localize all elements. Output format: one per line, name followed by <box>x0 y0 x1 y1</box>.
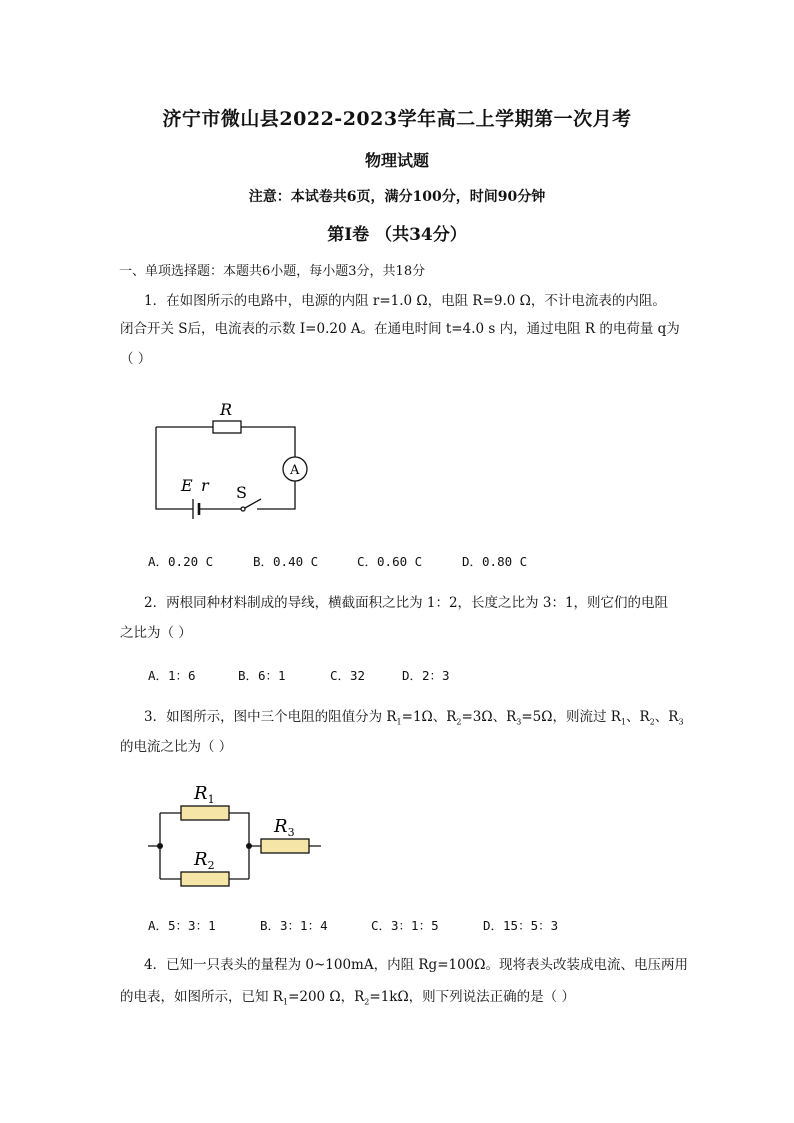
q2-option-c: C．32 <box>330 668 366 683</box>
q3-label-r2: $R_2$ <box>194 849 215 872</box>
q1-option-a: A．0.20 C <box>148 554 214 569</box>
q1-circuit-diagram <box>145 395 320 525</box>
q1-option-d: D．0.80 C <box>462 554 528 569</box>
q1-option-c: C．0.60 C <box>357 554 423 569</box>
q3-option-d: D．15：5：3 <box>483 918 559 933</box>
q1-label-a: A <box>290 463 300 478</box>
q1-options <box>0 552 794 572</box>
q2-options <box>0 666 794 686</box>
volume-heading: 第I卷 （共34分） <box>327 225 467 245</box>
page-subtitle: 物理试题 <box>364 151 429 170</box>
q3-junction-right <box>246 843 252 849</box>
q1-option-b: B．0.40 C <box>253 554 319 569</box>
q1-label-r-lower: r <box>201 476 209 495</box>
section-heading: 一、单项选择题：本题共6小题，每小题3分，共18分 <box>119 264 426 279</box>
q2-option-d: D．2：3 <box>402 668 450 683</box>
q1-line-2: 闭合开关 S后，电流表的示数 I=0.20 A。在通电时间 t=4.0 s 内，通过电阻 R 的电荷量 q为 <box>120 321 680 337</box>
q2-line-2: 之比为（ ） <box>120 625 192 641</box>
q2-line-1: 2．两根同种材料制成的导线，横截面积之比为 1：2，长度之比为 3：1，则它们的电阻 <box>144 595 669 611</box>
exam-notice: 注意：本试卷共6页，满分100分，时间90分钟 <box>248 189 546 205</box>
q1-label-e: E <box>181 476 193 495</box>
q3-option-b: B．3：1：4 <box>260 918 328 933</box>
q2-option-b: B．6：1 <box>238 668 286 683</box>
q3-line-1: 3．如图所示，图中三个电阻的阻值分为 $R_1=1\Omega$、$R_2=3\Omega$、$R_3=5\Omega$，则流过 $R_1$、$R_2$、$R_3$ <box>144 709 684 727</box>
q3-line-2: 的电流之比为（ ） <box>120 739 233 755</box>
q1-label-r-upper: R <box>220 400 233 419</box>
q3-option-a: A．5：3：1 <box>148 918 216 933</box>
q4-line-1: 4．已知一只表头的量程为 0~100mA，内阻 Rg=100Ω。现将表头改装成电流、电压两用 <box>144 957 688 973</box>
q1-label-s: S <box>236 483 247 502</box>
q3-circuit-diagram <box>145 778 330 890</box>
q3-resistor-r2 <box>181 872 229 886</box>
q3-label-r1: $R_1$ <box>194 783 215 806</box>
q3-resistor-r3 <box>261 839 309 853</box>
q1-line-1: 1．在如图所示的电路中，电源的内阻 r=1.0 Ω，电阻 R=9.0 Ω，不计电流表的内阻。 <box>144 293 666 309</box>
page-title: 济宁市微山县2022-2023学年高二上学期第一次月考 <box>162 108 632 130</box>
q3-resistor-r1 <box>181 806 229 820</box>
q3-label-r3: $R_3$ <box>274 816 295 839</box>
q3-option-c: C．3：1：5 <box>371 918 439 933</box>
q2-option-a: A．1：6 <box>148 668 196 683</box>
q1-line-3: （ ） <box>120 351 152 367</box>
q3-junction-left <box>157 843 163 849</box>
q1-switch-contact <box>241 507 245 511</box>
q1-resistor <box>213 421 241 433</box>
q3-options <box>0 916 794 936</box>
q4-line-2: 的电表，如图所示，已知 $R_1=200$ Ω，$R_2=1k\Omega$，则下列说法正确的是（ ） <box>120 989 575 1007</box>
